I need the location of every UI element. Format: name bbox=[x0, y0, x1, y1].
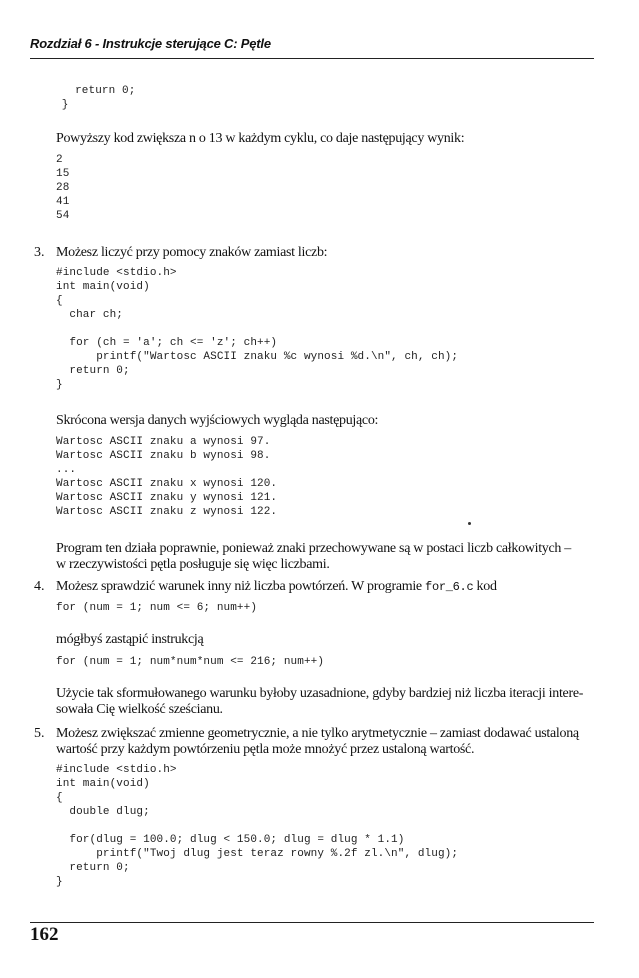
paragraph-explanation-line1: Program ten działa poprawnie, ponieważ znaki przechowywane są w postaci liczb całkowitych – bbox=[56, 541, 571, 556]
page-number: 162 bbox=[30, 924, 59, 945]
file-name-reference: for_6.c bbox=[425, 580, 474, 594]
list-number-4: 4. bbox=[34, 579, 45, 594]
item-4-text bbox=[56, 579, 497, 595]
program-output-ascii: Wartosc ASCII znaku a wynosi 97. Wartosc ASCII znaku b wynosi 98. ... Wartosc ASCII znaku x wynosi 120. Wartosc ASCII znaku y wynosi 121. Wartosc ASCII znaku z wynosi 122. bbox=[56, 436, 278, 518]
item-3-text: Możesz liczyć przy pomocy znaków zamiast liczb: bbox=[56, 245, 328, 260]
paragraph-output-intro: Skrócona wersja danych wyjściowych wygląda następująco: bbox=[56, 413, 379, 428]
list-number-5: 5. bbox=[34, 726, 45, 741]
footer-rule bbox=[30, 922, 594, 923]
paragraph-cube-line2: sowała Cię wielkość sześcianu. bbox=[56, 702, 223, 717]
item-4-text-after: kod bbox=[473, 579, 497, 594]
code-loop-original: for (num = 1; num <= 6; num++) bbox=[56, 602, 258, 614]
running-header bbox=[30, 34, 594, 56]
item-5-text-line2: wartość przy każdym powtórzeniu pętla może mnożyć przez ustaloną wartość. bbox=[56, 742, 475, 757]
code-return-fragment: return 0; } bbox=[61, 85, 136, 111]
paragraph-cube-line1: Użycie tak sformułowanego warunku byłoby uzasadnione, gdyby bardziej niż liczba iteracji intere- bbox=[56, 686, 584, 701]
list-number-3: 3. bbox=[34, 245, 45, 260]
paragraph-replace-with: mógłbyś zastąpić instrukcją bbox=[56, 632, 204, 647]
item-4-text-before: Możesz sprawdzić warunek inny niż liczba powtórzeń. W programie bbox=[56, 579, 426, 594]
paragraph-explanation-line2: w rzeczywistości pętla posługuje się więc liczbami. bbox=[56, 557, 330, 572]
code-listing-chars: #include <stdio.h> int main(void) { char ch; for (ch = 'a'; ch <= 'z'; ch++) printf("Wartosc ASCII znaku %c wynosi %d.\n", ch, ch); return 0; } bbox=[56, 267, 459, 391]
header-rule bbox=[30, 58, 594, 59]
code-loop-cube: for (num = 1; num*num*num <= 216; num++) bbox=[56, 656, 325, 668]
stray-mark bbox=[468, 522, 471, 525]
code-listing-debt: #include <stdio.h> int main(void) { double dlug; for(dlug = 100.0; dlug < 150.0; dlug = dlug * 1.1) printf("Twoj dlug jest teraz rowny %.2f zl.\n", dlug); return 0; } bbox=[56, 764, 459, 888]
chapter-title: Rozdział 6 - Instrukcje sterujące C: Pętle bbox=[30, 36, 271, 51]
program-output-numbers: 2 15 28 41 54 bbox=[56, 154, 70, 222]
item-5-text-line1: Możesz zwiększać zmienne geometrycznie, a nie tylko arytmetycznie – zamiast dodawać ustaloną bbox=[56, 726, 579, 741]
paragraph-result-intro: Powyższy kod zwiększa n o 13 w każdym cyklu, co daje następujący wynik: bbox=[56, 131, 465, 146]
